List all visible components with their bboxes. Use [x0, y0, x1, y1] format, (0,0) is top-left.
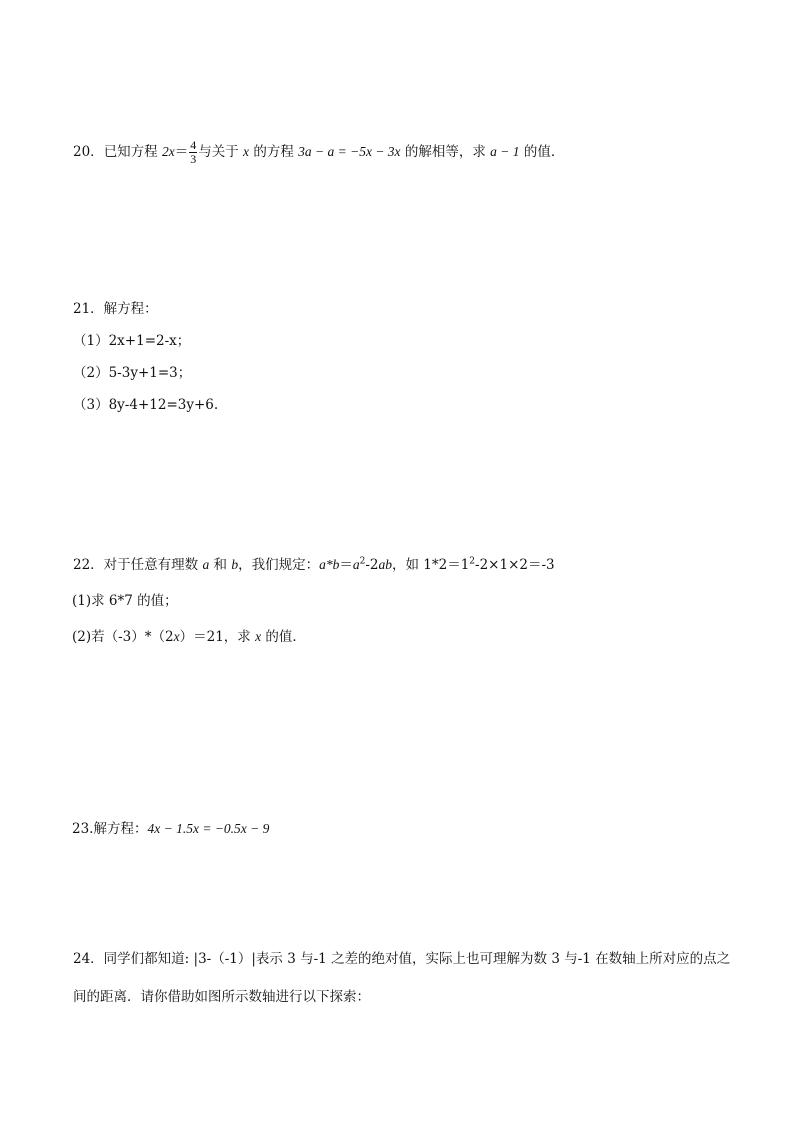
- question-label: 23.解方程：: [72, 821, 148, 837]
- variable: ab: [378, 557, 392, 572]
- fraction-numerator: 4: [190, 138, 197, 152]
- question-number: 20．: [73, 144, 104, 160]
- text: 和: [209, 557, 232, 573]
- question-22-part-2: [72, 627, 306, 647]
- question-24-line-1: 24．同学们都知道: |3-（-1）|表示 3 与-1 之差的绝对值，实际上也可理解为数 3 与-1 在数轴上所对应的点之: [73, 951, 731, 967]
- text: 22．对于任意有理数: [73, 557, 203, 573]
- equals-sign: ＝: [339, 557, 353, 573]
- text: 的值．: [519, 144, 565, 160]
- text: -2×1×2＝-3: [475, 557, 555, 573]
- variable: b: [231, 557, 239, 572]
- variable: x: [243, 144, 250, 159]
- equation: 4x − 1.5x = −0.5x − 9: [147, 821, 270, 836]
- question-20: [73, 139, 564, 166]
- operation: a*b: [319, 557, 340, 572]
- fraction-denominator: 3: [190, 152, 197, 166]
- question-24-line-2: 间的距离．请你借助如图所示数轴进行以下探索：: [73, 989, 370, 1005]
- text: 的值．: [261, 629, 306, 645]
- text: ）＝21，求: [179, 629, 256, 645]
- equation: 3a − a = −5x − 3x: [298, 144, 401, 159]
- text: ，我们规定：: [238, 557, 320, 573]
- text: (2)若（-3）*（2: [72, 629, 174, 645]
- question-21-item-3: （3）8y-4+12=3y+6.: [73, 397, 219, 413]
- fraction: [189, 139, 197, 166]
- text: 的解相等，求: [400, 144, 491, 160]
- variable: a: [202, 557, 210, 572]
- variable: a: [352, 557, 360, 572]
- text: 与关于: [198, 144, 244, 160]
- question-23: [72, 819, 269, 839]
- question-22-definition: [73, 555, 555, 575]
- question-21-item-2: （2）5-3y+1=3；: [73, 365, 192, 381]
- text: 已知方程: [103, 144, 162, 160]
- question-21-item-1: （1）2x+1=2-x；: [73, 333, 191, 349]
- text: -2: [365, 557, 379, 573]
- variable: x: [255, 629, 262, 644]
- equals-sign: ＝: [174, 144, 189, 160]
- equation-lhs: 2x: [161, 144, 175, 159]
- variable: x: [173, 629, 180, 644]
- exponent: 2: [359, 556, 366, 567]
- expression: a − 1: [490, 144, 520, 159]
- question-21-title: 21．解方程：: [73, 301, 158, 317]
- exponent: 2: [469, 556, 476, 567]
- text: 的方程: [249, 144, 299, 160]
- text: ，如 1*2＝1: [391, 557, 470, 573]
- question-22-part-1: (1)求 6*7 的值；: [72, 593, 178, 609]
